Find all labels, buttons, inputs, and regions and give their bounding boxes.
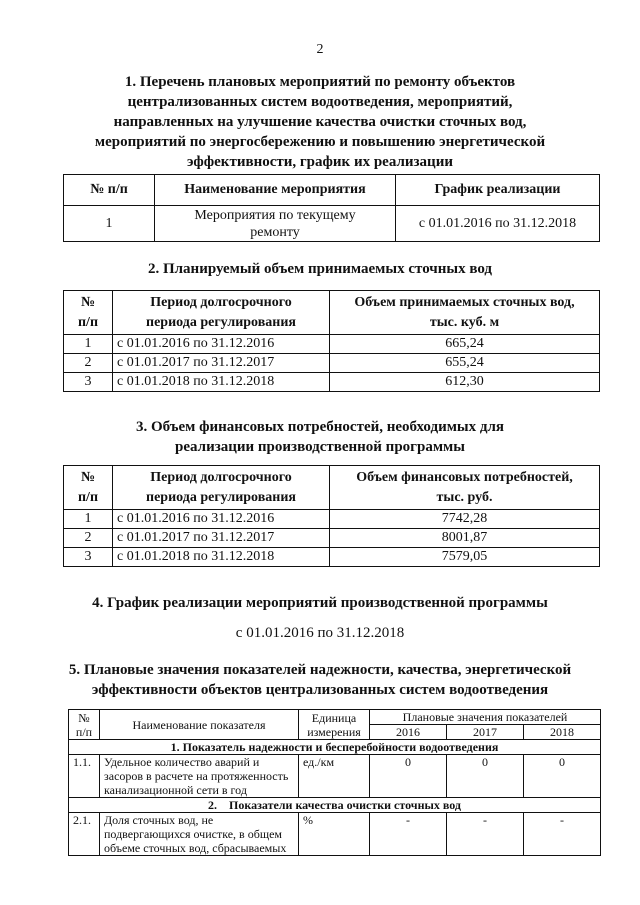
section3-title: 3. Объем финансовых потребностей, необходимых для реализации производственной программы [135, 419, 505, 455]
col-header-year-2018: 2018 [523, 725, 600, 740]
table-row [64, 510, 600, 529]
row-period: с 01.01.2016 по 31.12.2016 [113, 335, 330, 354]
col-header-year-2017: 2017 [446, 725, 523, 740]
table-row [64, 354, 600, 373]
row-unit: ед./км [299, 755, 370, 798]
row-value: 7579,05 [330, 548, 600, 567]
row-value: 665,24 [330, 335, 600, 354]
section3-table [63, 465, 600, 567]
col-header-num: № п/п [64, 291, 113, 335]
col-header-period: Период долгосрочного периода регулирования [113, 466, 330, 510]
row-period: с 01.01.2018 по 31.12.2018 [113, 548, 330, 567]
col-header-finance: Объем финансовых потребностей, тыс. руб. [330, 466, 600, 510]
row-schedule: с 01.01.2016 по 31.12.2018 [396, 206, 600, 242]
col-header-name: Наименование мероприятия [155, 175, 396, 206]
col-header-unit: Единица измерения [299, 710, 370, 740]
section5-table [68, 709, 601, 856]
row-indicator: Доля сточных вод, не подвергающихся очистке, в общем объеме сточных вод, сбрасываемых [100, 813, 299, 856]
row-value: 8001,87 [330, 529, 600, 548]
row-num: 1.1. [69, 755, 100, 798]
row-value: 612,30 [330, 373, 600, 392]
row-num: 3 [64, 548, 113, 567]
group-header-reliability: 1. Показатель надежности и бесперебойности водоотведения [69, 740, 601, 755]
row-value-2017: 0 [446, 755, 523, 798]
row-period: с 01.01.2017 по 31.12.2017 [113, 529, 330, 548]
table-row [64, 373, 600, 392]
row-period: с 01.01.2016 по 31.12.2016 [113, 510, 330, 529]
row-value-2016: - [370, 813, 447, 856]
page-number: 2 [316, 42, 324, 57]
table-row [69, 755, 601, 798]
row-value-2018: 0 [523, 755, 600, 798]
row-unit: % [299, 813, 370, 856]
section1-title: 1. Перечень плановых мероприятий по ремонту объектов централизованных систем водоотведения, мероприятий, направленных на улучшение качества очистки сточных вод, мероприятий по энергосбережению и повышению энергетической эффективности, график их реализации [94, 74, 546, 170]
col-header-num: № п/п [69, 710, 100, 740]
row-value-2017: - [446, 813, 523, 856]
table-row [64, 335, 600, 354]
row-value: 655,24 [330, 354, 600, 373]
row-num: 2.1. [69, 813, 100, 856]
table-row [69, 813, 601, 856]
table-row [64, 206, 600, 242]
col-header-schedule: График реализации [396, 175, 600, 206]
row-num: 2 [64, 529, 113, 548]
section2-table [63, 290, 600, 392]
col-header-year-2016: 2016 [370, 725, 447, 740]
col-header-plan: Плановые значения показателей [370, 710, 601, 725]
col-header-num: № п/п [64, 466, 113, 510]
col-header-period: Период долгосрочного периода регулирования [113, 291, 330, 335]
group-header-quality: 2. Показатели качества очистки сточных вод [69, 798, 601, 813]
row-period: с 01.01.2017 по 31.12.2017 [113, 354, 330, 373]
row-period: с 01.01.2018 по 31.12.2018 [113, 373, 330, 392]
table-row [64, 529, 600, 548]
col-header-num: № п/п [64, 175, 155, 206]
row-value: 7742,28 [330, 510, 600, 529]
section2-title: 2. Планируемый объем принимаемых сточных вод [147, 261, 493, 277]
col-header-indicator: Наименование показателя [100, 710, 299, 740]
row-name: Мероприятия по текущему ремонту [155, 206, 396, 242]
section4-period: с 01.01.2016 по 31.12.2018 [235, 625, 405, 641]
section4-title: 4. График реализации мероприятий производственной программы [92, 595, 548, 611]
row-num: 1 [64, 510, 113, 529]
section5-title: 5. Плановые значения показателей надежности, качества, энергетической эффективности объектов централизованных систем водоотведения [68, 662, 572, 698]
row-num: 1 [64, 335, 113, 354]
section1-table [63, 174, 600, 242]
row-value-2016: 0 [370, 755, 447, 798]
row-value-2018: - [523, 813, 600, 856]
row-num: 1 [64, 206, 155, 242]
row-num: 2 [64, 354, 113, 373]
col-header-volume: Объем принимаемых сточных вод, тыс. куб. м [330, 291, 600, 335]
row-indicator: Удельное количество аварий и засоров в расчете на протяженность канализационной сети в год [100, 755, 299, 798]
row-num: 3 [64, 373, 113, 392]
table-row [64, 548, 600, 567]
